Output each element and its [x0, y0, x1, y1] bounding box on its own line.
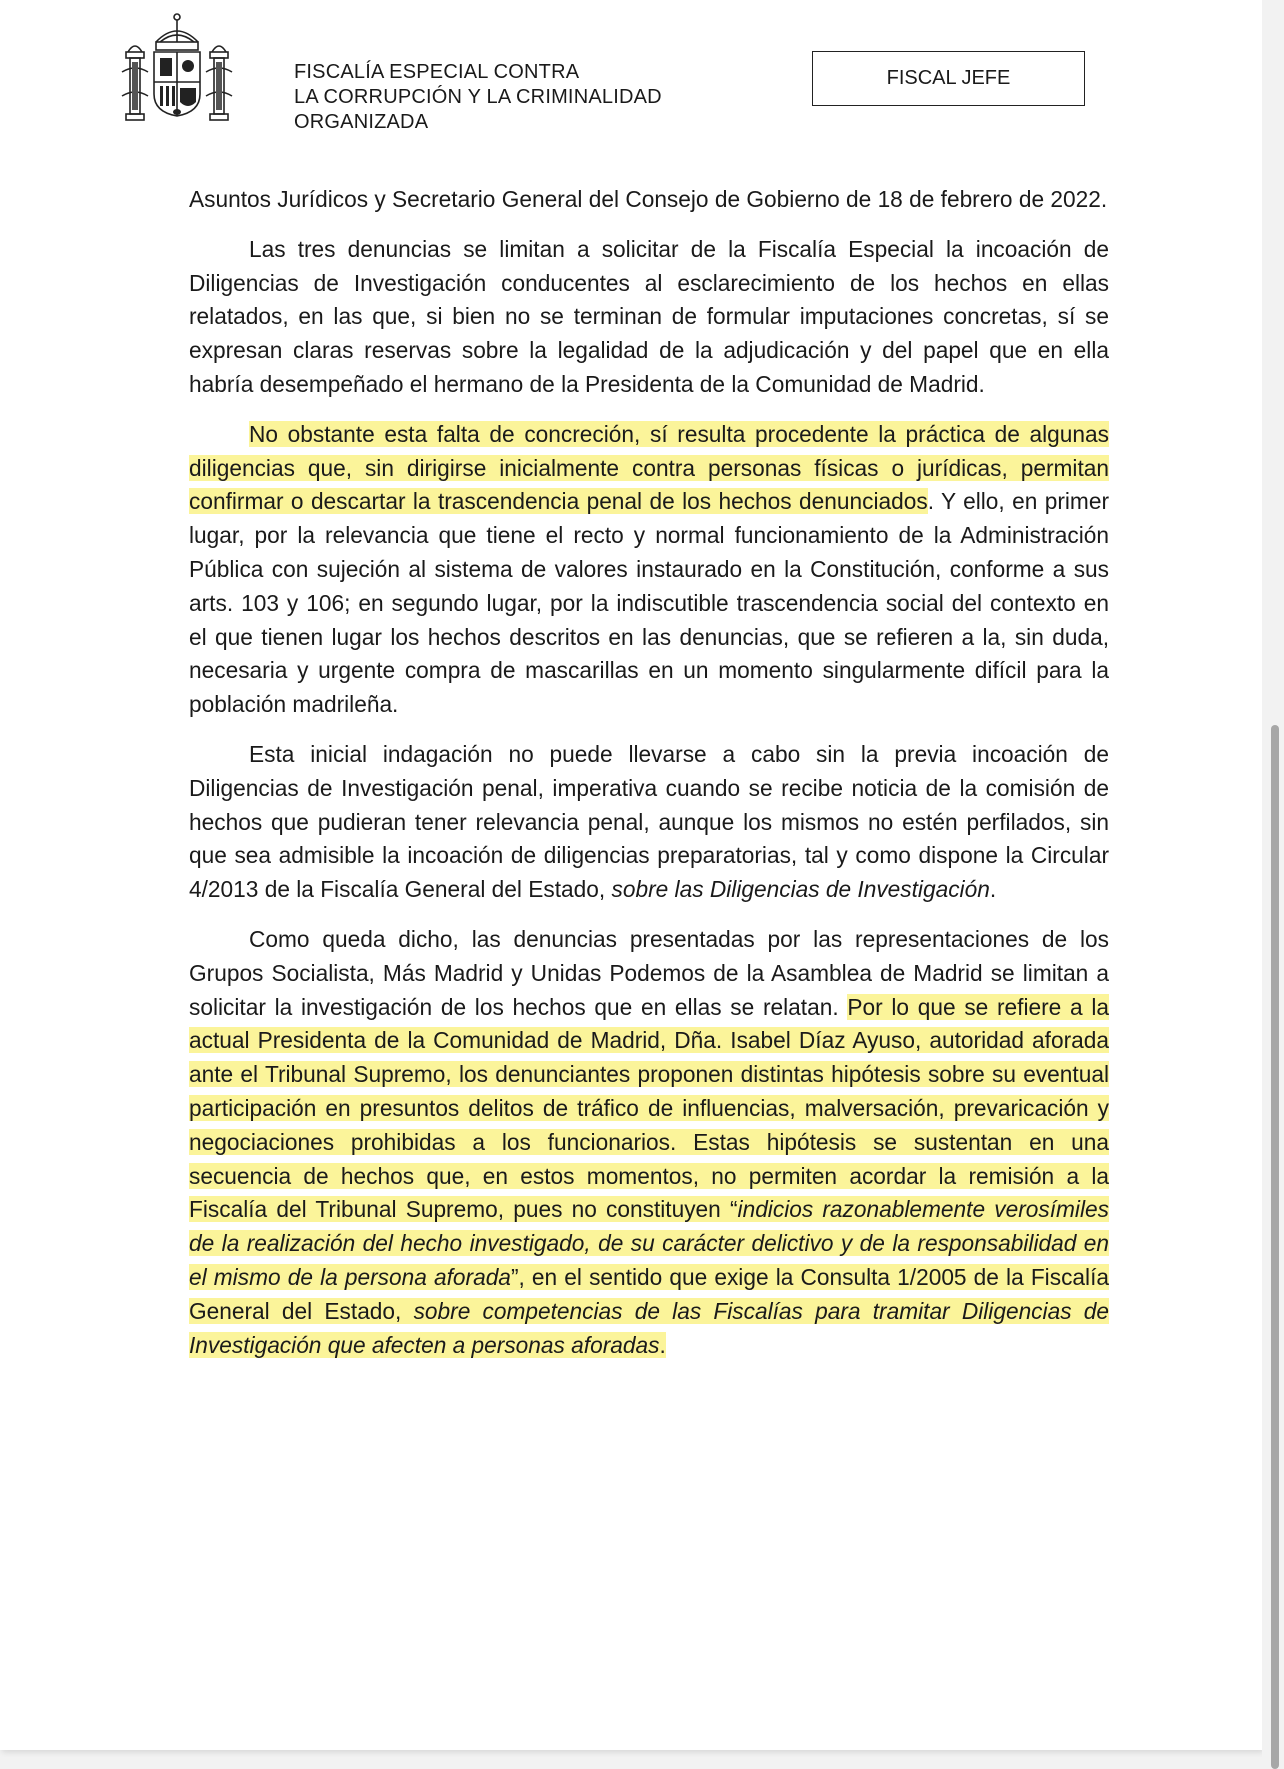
paragraph-3-rest: . Y ello, en primer lugar, por la relevancia que tiene el recto y normal funcionamiento de la Administración Pública con sujeción al sistema de valores instaurado en la Constitución, conforme a sus arts. 103 y 106; en segundo lugar, por la indiscutible trascendencia social del contexto en el que tienen lugar los hechos descritos en las denuncias, que se refieren a la, sin duda, necesaria y urgente compra de mascarillas en un momento singularmente difícil para la población madrileña. [189, 488, 1109, 718]
spanish-coat-of-arms-icon [120, 12, 234, 130]
paragraph-4 [189, 738, 1109, 907]
org-name-line: ORGANIZADA [294, 111, 429, 133]
vertical-scrollbar[interactable] [1262, 0, 1284, 1769]
fiscal-jefe-label: FISCAL JEFE [886, 67, 1011, 89]
circular-title: sobre las Diligencias de Investigación [611, 876, 990, 903]
highlighted-text: ”, en el sentido que exige la Consulta 1/2005 de la Fiscalía General del Estado, [189, 1263, 1109, 1324]
paragraph-5 [189, 923, 1109, 1362]
document-body [189, 183, 1109, 1378]
highlighted-text-end: . [659, 1331, 666, 1358]
org-name-line: FISCALÍA ESPECIAL CONTRA [294, 61, 580, 83]
highlighted-quote: indicios razonablemente verosímiles de la realización del hecho investigado, de su carácter delictivo y de la responsabilidad en el mismo de la persona aforada [189, 1196, 1109, 1290]
paragraph-5-plain: Como queda dicho, las denuncias presentadas por las representaciones de los Grupos Socialista, Más Madrid y Unidas Podemos de la Asamblea de Madrid se limitan a solicitar la investigación de los hechos que en ellas se relatan. [189, 925, 1109, 1020]
paragraph-4-text: Esta inicial indagación no puede llevarse a cabo sin la previa incoación de Diligencias de Investigación penal, imperativa cuando se recibe noticia de la comisión de hechos que pudieran tener relevancia penal, aunque los mismos no estén perfilados, sin que sea admisible la incoación de diligencias preparatorias, tal y como dispone la Circular 4/2013 de la Fiscalía General del Estado, [189, 740, 1109, 903]
fiscal-jefe-box [812, 51, 1085, 106]
paragraph-1: Asuntos Jurídicos y Secretario General del Consejo de Gobierno de 18 de febrero de 2022. [189, 186, 1108, 212]
org-name-line: LA CORRUPCIÓN Y LA CRIMINALIDAD [294, 86, 662, 108]
paragraph-2: Las tres denuncias se limitan a solicitar de la Fiscalía Especial la incoación de Diligencias de Investigación conducentes al esclarecimiento de los hechos en ellas relatados, en las que, si bien no se terminan de formular imputaciones concretas, sí se expresan claras reservas sobre la legalidad de la adjudicación y del papel que en ella habría desempeñado el hermano de la Presidenta de la Comunidad de Madrid. [189, 235, 1109, 397]
scrollbar-thumb[interactable] [1271, 725, 1279, 1769]
paragraph-3 [189, 418, 1109, 722]
paragraph-4-end: . [989, 876, 997, 903]
issuing-office-name [294, 60, 662, 135]
highlighted-text: Por lo que se refiere a la actual Presidenta de la Comunidad de Madrid, Dña. Isabel Díaz Ayuso, autoridad aforada ante el Tribunal Supremo, los denunciantes proponen distintas hipótesis sobre su eventual participación en presuntos delitos de tráfico de influencias, malversación, prevaricación y negociaciones prohibidas a los funcionarios. Estas hipótesis se sustentan en una secuencia de hechos que, en estos momentos, no permiten acordar la remisión a la Fiscalía del Tribunal Supremo, pues no constituyen “ [189, 993, 1109, 1223]
consulta-title: sobre competencias de las Fiscalías para tramitar Diligencias de Investigación que afecten a personas aforadas [189, 1297, 1109, 1358]
highlighted-text: No obstante esta falta de concreción, sí resulta procedente la práctica de algunas diligencias que, sin dirigirse inicialmente contra personas físicas o jurídicas, permitan confirmar o descartar la trascendencia penal de los hechos denunciados [189, 420, 1109, 515]
